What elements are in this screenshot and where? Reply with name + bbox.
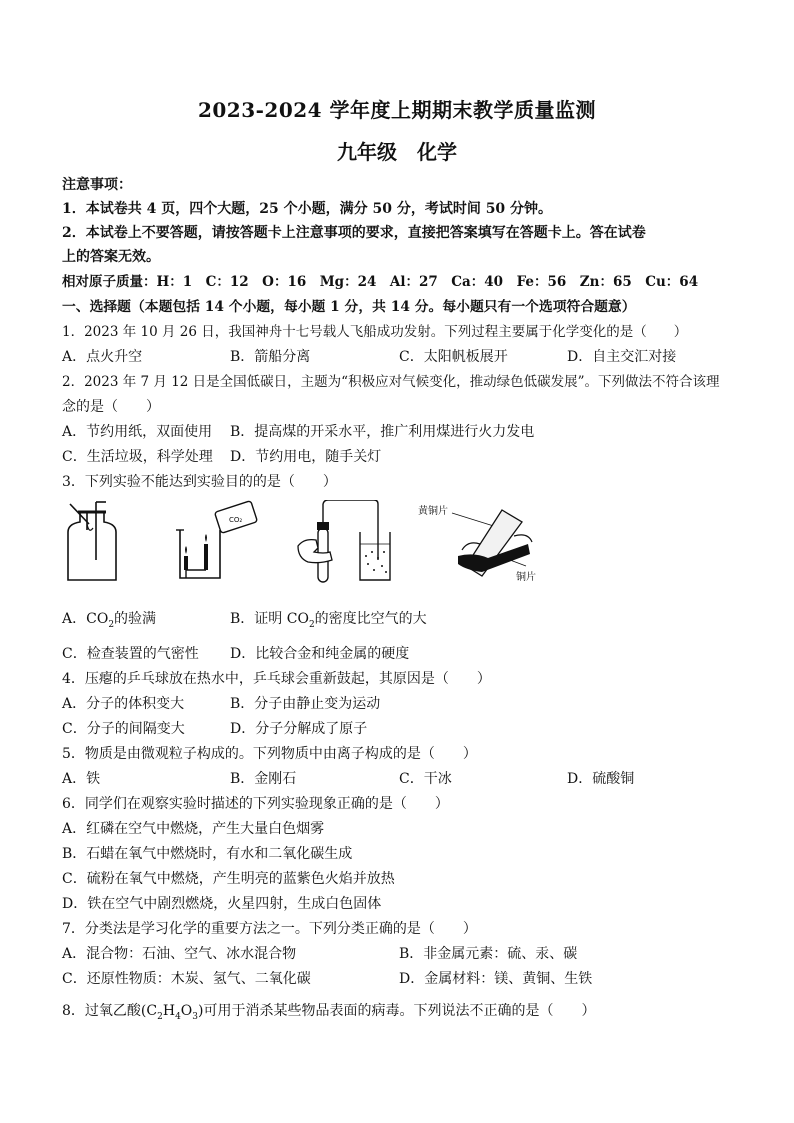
question-2-stem-1: 2．2023 年 7 月 12 日是全国低碳日，主题为“积极应对气候变化，推动绿色低碳发展”。下列做法不符合该理 <box>62 374 720 390</box>
question-1-stem: 1．2023 年 10 月 26 日，我国神舟十七号载人飞船成功发射。下列过程主要属于化学变化的是（ ） <box>62 324 688 340</box>
question-7-stem: 7．分类法是学习化学的重要方法之一。下列分类正确的是（ ） <box>62 921 477 937</box>
exam-subtitle: 九年级 化学 <box>337 140 457 164</box>
q2-option-d: D．节约用电，随手关灯 <box>230 449 382 465</box>
q3-option-b: B．证明 $CO_2$的密度比空气的大 <box>230 611 427 630</box>
question-5-stem: 5．物质是由微观粒子构成的。下列物质中由离子构成的是（ ） <box>62 746 477 762</box>
peracetic-acid-formula: $(C_2H_4O_3)$ <box>140 1003 204 1022</box>
q5-option-b: B．金刚石 <box>230 771 297 787</box>
q1-option-a: A．点火升空 <box>62 349 143 365</box>
question-2-stem-2: 念的是（ ） <box>62 399 160 415</box>
q4-option-a: A．分子的体积变大 <box>62 696 185 712</box>
q7-option-c: C．还原性物质：木炭、氢气、二氧化碳 <box>62 971 311 987</box>
figure-airtightness <box>294 500 394 584</box>
q1-option-d: D．自主交汇对接 <box>567 349 677 365</box>
q3-option-c: C．检查装置的气密性 <box>62 646 199 662</box>
figure-hardness <box>418 500 542 584</box>
q1-option-c: C．太阳帆板展开 <box>399 349 508 365</box>
q6-option-c: C．硫粉在氧气中燃烧，产生明亮的蓝紫色火焰并放热 <box>62 871 395 887</box>
q7-option-d: D．金属材料：镁、黄铜、生铁 <box>399 971 593 987</box>
q3-option-a: A．$CO_2$的验满 <box>62 611 157 630</box>
q5-option-a: A．铁 <box>62 771 101 787</box>
q2-option-c: C．生活垃圾，科学处理 <box>62 449 213 465</box>
notice-item-2b: 上的答案无效。 <box>62 249 160 265</box>
q5-option-c: C．干冰 <box>399 771 452 787</box>
figure-co2-full-test <box>62 500 122 584</box>
q7-option-b: B．非金属元素：硫、汞、碳 <box>399 946 578 962</box>
notice-item-1: 1．本试卷共 4 页，四个大题，25 个小题，满分 50 分，考试时间 50 分钟。 <box>62 201 553 217</box>
co2-label: CO₂ <box>229 516 243 524</box>
q4-option-b: B．分子由静止变为运动 <box>230 696 381 712</box>
q1-option-b: B．箭船分离 <box>230 349 311 365</box>
question-3-stem: 3．下列实验不能达到实验目的的是（ ） <box>62 474 337 490</box>
q4-option-c: C．分子的间隔变大 <box>62 721 185 737</box>
q6-option-d: D．铁在空气中剧烈燃烧，火星四射，生成白色固体 <box>62 896 382 912</box>
copper-label: 铜片 <box>516 572 536 583</box>
figure-co2-density <box>172 500 262 584</box>
question-8-stem: 8．过氧乙酸$(C_2H_4O_3)$可用于消杀某些物品表面的病毒。下列说法不正确的是（ ） <box>62 1003 596 1022</box>
brass-label: 黄铜片 <box>418 506 448 517</box>
q3-figures <box>62 500 542 592</box>
exam-title: 2023-2024 学年度上期期末教学质量监测 <box>197 98 597 122</box>
q6-option-a: A．红磷在空气中燃烧，产生大量白色烟雾 <box>62 821 325 837</box>
notice-heading: 注意事项： <box>62 177 132 193</box>
q3-option-d: D．比较合金和纯金属的硬度 <box>230 646 410 662</box>
q2-option-b: B．提高煤的开采水平，推广利用煤进行火力发电 <box>230 424 535 440</box>
atomic-masses: 相对原子质量：H：1 C：12 O：16 Mg：24 Al：27 Ca：40 Fe：56 Zn：65 Cu：64 <box>62 274 699 290</box>
question-6-stem: 6．同学们在观察实验时描述的下列实验现象正确的是（ ） <box>62 796 449 812</box>
q6-option-b: B．石蜡在氧气中燃烧时，有水和二氧化碳生成 <box>62 846 353 862</box>
q2-option-a: A．节约用纸，双面使用 <box>62 424 213 440</box>
q5-option-d: D．硫酸铜 <box>567 771 635 787</box>
question-4-stem: 4．压瘪的乒乓球放在热水中，乒乓球会重新鼓起，其原因是（ ） <box>62 671 491 687</box>
notice-item-2a: 2．本试卷上不要答题，请按答题卡上注意事项的要求，直接把答案填写在答题卡上。答在试卷 <box>62 225 646 241</box>
q7-option-a: A．混合物：石油、空气、冰水混合物 <box>62 946 297 962</box>
q4-option-d: D．分子分解成了原子 <box>230 721 368 737</box>
section-heading: 一、选择题（本题包括 14 个小题，每小题 1 分，共 14 分。每小题只有一个选项符合题意） <box>62 299 636 315</box>
